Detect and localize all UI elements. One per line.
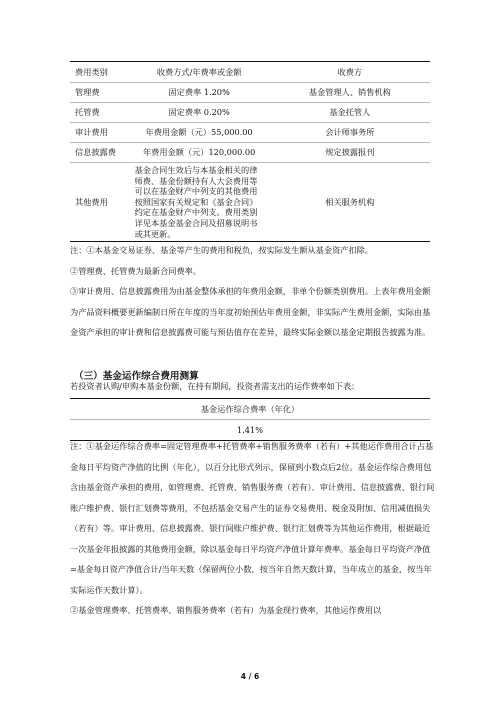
- fee-payee: 规定披露报刊: [270, 143, 430, 163]
- table-row: [70, 143, 430, 163]
- operating-fee-header: 基金运作综合费率（年化）: [70, 399, 430, 420]
- operating-fee-value: 1.41%: [70, 420, 430, 441]
- fee-table: [70, 61, 430, 242]
- section-title: （三）基金运作综合费用测算: [74, 371, 199, 382]
- fee-note-3: ③审计费用、信息披露费用为由基金整体承担的年费用金额，非单个份额类别费用。上表年费用金额为产品资料概要更新编制日所在年度的当年度初始预估年费用金额，非实际产生费用金额，实际由基金资产承担的审计费和信息披露费可能与预估值存在差异，最终实际金额以基金定期报告披露为准。: [70, 286, 431, 337]
- fee-payee: 相关服务机构: [270, 163, 430, 242]
- fee-table-header: [70, 62, 430, 83]
- operating-fee-notes: [70, 436, 435, 621]
- fee-payee: 基金管理人、销售机构: [270, 83, 430, 103]
- table-row: [70, 83, 430, 103]
- fee-category: 托管费: [70, 103, 129, 123]
- fee-category: 审计费用: [70, 123, 129, 143]
- table-row-other-fees: [70, 163, 430, 242]
- fee-payee: 基金托管人: [270, 103, 430, 123]
- page-number: 4 / 6: [240, 672, 260, 681]
- table-row: [70, 399, 430, 420]
- table-row: [70, 103, 430, 123]
- operating-fee-table: [70, 398, 430, 441]
- operating-note-2: ②基金管理费率、托管费率、销售服务费率（若有）为基金现行费率，其他运作费用以: [70, 605, 382, 615]
- operating-note-1: 注：①基金运作综合费率=固定管理费率+托管费率+销售服务费率（若有）+其他运作费用合计占基金每日平均资产净值的比例（年化），以百分比形式列示，保留到小数点后2位。基金运作综合费用包含由基金资产承担的费用，如管理费、托管费、销售服务费（若有）、审计费用、信息披露费、银行间账户维护费、银行汇划费等费用，不包括基金交易产生的证券交易费用、税金及附加、信用减值损失（若有）等。审计费用、信息披露费、银行间账户维护费、银行汇划费等为其他运作费用，根据最近一次基金年报披露的其他费用金额，除以基金每日平均资产净值计算年费率。基金每日平均资产净值=基金每日资产净值合计/当年天数（保留两位小数，按当年自然天数计算，当年成立的基金，按当年实际运作天数计算）。: [70, 441, 435, 595]
- header-fee-payee: 收费方: [270, 62, 430, 83]
- section-intro: 若投资者认购/申购本基金份额，在持有期间，投资者需支出的运作费率如下表：: [70, 381, 360, 391]
- fee-method: 固定费率 0.20%: [129, 103, 270, 123]
- fee-method: 年费用金额（元）120,000.00: [129, 143, 270, 163]
- fee-payee: 会计师事务所: [270, 123, 430, 143]
- fee-note-2: ②管理费、托管费为最新合同费率。: [70, 265, 202, 276]
- fee-category: 管理费: [70, 83, 129, 103]
- fee-note-1: 注：①本基金交易证券、基金等产生的费用和税负，按实际发生额从基金资产扣除。: [70, 245, 373, 255]
- fee-method: 年费用金额（元）55,000.00: [129, 123, 270, 143]
- header-fee-category: 费用类别: [70, 62, 129, 83]
- fee-notes: [70, 240, 435, 343]
- fee-category: 信息披露费: [70, 143, 129, 163]
- fee-method: 固定费率 1.20%: [129, 83, 270, 103]
- other-fees-description: 基金合同生效后与本基金相关的律师费、基金份额持有人大会费用等可以在基金财产中列支的其他费用按照国家有关规定和《基金合同》约定在基金财产中列支。费用类别详见本基金基金合同及招募说明书或其更新。: [129, 163, 270, 242]
- header-fee-method: 收费方式/年费率或金额: [129, 62, 270, 83]
- fee-category: 其他费用: [70, 163, 129, 242]
- table-row: [70, 123, 430, 143]
